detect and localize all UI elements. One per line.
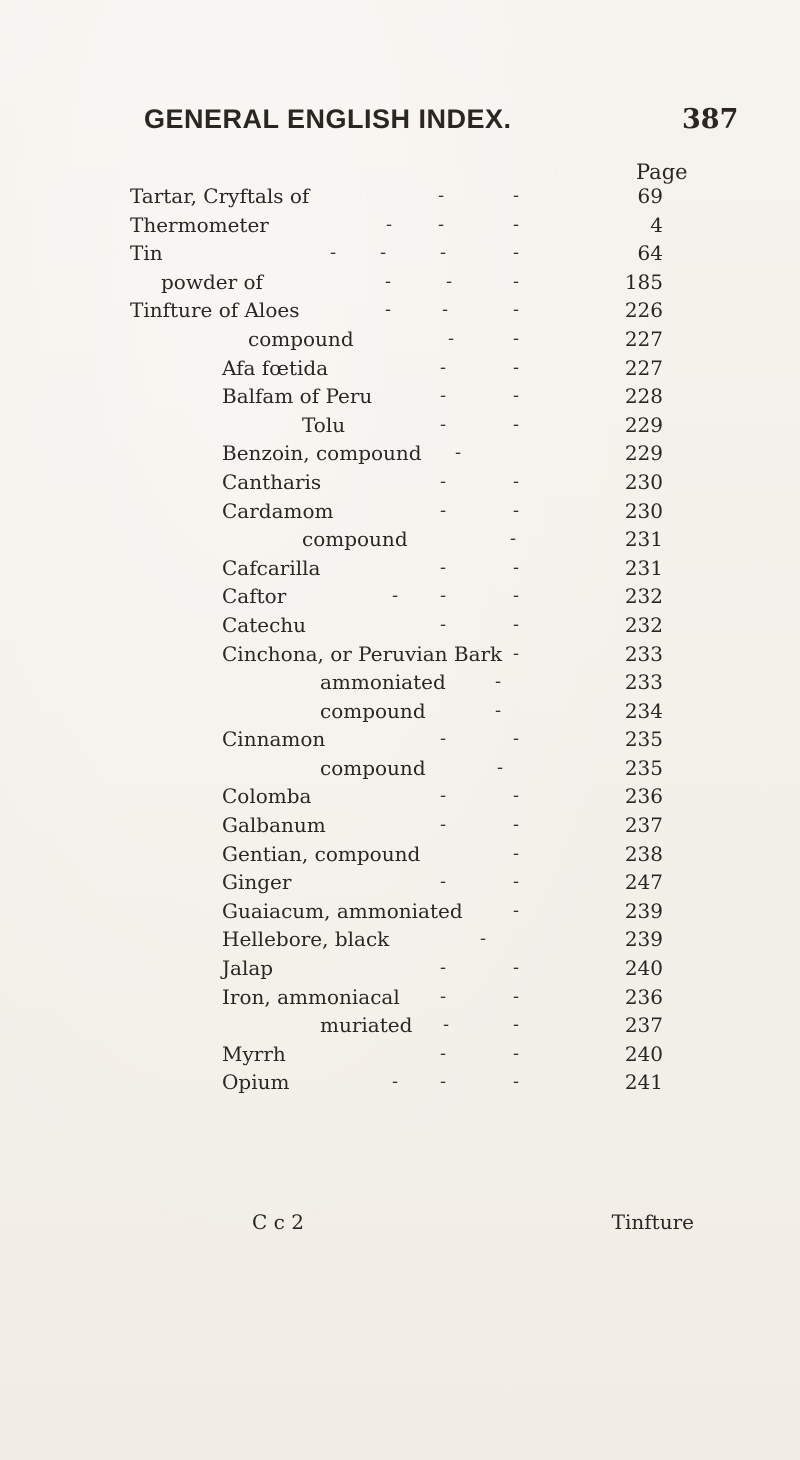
leader-dash: - xyxy=(440,985,447,1007)
entry-page-number: 240 xyxy=(624,956,663,981)
entry-label: Guaiacum, ammoniated xyxy=(222,898,463,923)
index-entry xyxy=(0,354,800,383)
entry-page-number: 227 xyxy=(624,355,663,380)
entry-label: Colomba xyxy=(222,784,312,809)
leader-dash: - xyxy=(385,299,392,321)
entry-page-number: 238 xyxy=(624,841,663,866)
index-entry xyxy=(0,497,800,526)
leader-dash: - xyxy=(440,242,447,264)
page-column-heading: Page xyxy=(636,160,688,184)
entry-page-number: 239 xyxy=(624,898,663,923)
catchword: Tinfture xyxy=(611,1210,694,1234)
running-header xyxy=(144,104,739,144)
leader-dash: - xyxy=(513,1014,520,1036)
leader-dash: - xyxy=(438,213,445,235)
leader-dash: - xyxy=(438,185,445,206)
entry-label: Cinnamon xyxy=(222,727,326,752)
leader-dash: - xyxy=(440,871,447,893)
index-entry xyxy=(0,954,800,983)
index-entry xyxy=(0,725,800,754)
index-entry xyxy=(0,211,800,240)
leader-dash: - xyxy=(513,957,520,979)
entry-label: Myrrh xyxy=(222,1041,286,1066)
entry-label: Balfam of Peru xyxy=(222,384,373,409)
page-number: 387 xyxy=(682,104,739,135)
leader-dash: - xyxy=(440,814,447,836)
index-entry xyxy=(0,1011,800,1040)
leader-dash: - xyxy=(513,814,520,836)
entry-label: Benzoin, compound xyxy=(222,441,422,466)
leader-dash: - xyxy=(385,270,392,292)
leader-dash: - xyxy=(513,1042,520,1064)
entry-label: compound xyxy=(302,527,408,552)
index-entry xyxy=(0,811,800,840)
entry-label: Hellebore, black xyxy=(222,927,390,952)
entry-page-number: 234 xyxy=(624,698,663,723)
leader-dash: - xyxy=(440,499,447,521)
leader-dash: - xyxy=(455,442,462,464)
leader-dash: - xyxy=(513,642,520,664)
entry-page-number: 241 xyxy=(624,1070,663,1095)
leader-dash: - xyxy=(513,1071,520,1093)
index-entry xyxy=(0,1068,800,1097)
leader-dash: - xyxy=(440,785,447,807)
index-entry xyxy=(0,868,800,897)
leader-dash: - xyxy=(513,585,520,607)
entry-label: Ginger xyxy=(222,870,292,895)
signature-mark: C c 2 xyxy=(252,1210,304,1234)
leader-dash: - xyxy=(513,270,520,292)
index-entry xyxy=(0,697,800,726)
entry-label: Afa fœtida xyxy=(222,355,329,380)
entry-page-number: 237 xyxy=(624,1013,663,1038)
leader-dash: - xyxy=(513,299,520,321)
entry-label: Tin xyxy=(130,241,163,266)
index-entry xyxy=(0,439,800,468)
leader-dash: - xyxy=(513,985,520,1007)
entry-label: Thermometer xyxy=(130,212,269,237)
leader-dash: - xyxy=(495,699,502,721)
entry-page-number: 229 xyxy=(624,412,663,437)
leader-dash: - xyxy=(442,299,449,321)
entry-page-number: 229 xyxy=(624,441,663,466)
entry-page-number: 4 xyxy=(650,212,663,237)
leader-dash: - xyxy=(446,270,453,292)
index-entry xyxy=(0,468,800,497)
leader-dash: - xyxy=(513,356,520,378)
leader-dash: - xyxy=(440,1071,447,1093)
entry-page-number: 237 xyxy=(624,813,663,838)
leader-dash: - xyxy=(513,185,520,206)
entry-page-number: 231 xyxy=(624,527,663,552)
leader-dash: - xyxy=(448,327,455,349)
entry-label: powder of xyxy=(161,269,263,294)
entry-page-number: 64 xyxy=(637,241,663,266)
leader-dash: - xyxy=(513,556,520,578)
leader-dash: - xyxy=(440,556,447,578)
index-entry xyxy=(0,325,800,354)
leader-dash: - xyxy=(440,470,447,492)
index-entries xyxy=(0,182,800,1097)
entry-label: Cantharis xyxy=(222,469,322,494)
entry-page-number: 69 xyxy=(637,184,663,208)
entry-label: Iron, ammoniacal xyxy=(222,984,400,1009)
leader-dash: - xyxy=(513,242,520,264)
entry-label: ammoniated xyxy=(320,670,446,695)
index-entry xyxy=(0,925,800,954)
leader-dash: - xyxy=(440,957,447,979)
index-entry xyxy=(0,897,800,926)
entry-page-number: 230 xyxy=(624,498,663,523)
index-entry xyxy=(0,182,800,211)
index-entry xyxy=(0,754,800,783)
entry-label: compound xyxy=(320,755,426,780)
leader-dash: - xyxy=(513,213,520,235)
leader-dash: - xyxy=(513,842,520,864)
index-entry xyxy=(0,582,800,611)
leader-dash: - xyxy=(495,671,502,693)
index-entry xyxy=(0,611,800,640)
entry-page-number: 240 xyxy=(624,1041,663,1066)
entry-page-number: 230 xyxy=(624,469,663,494)
entry-label: Jalap xyxy=(222,956,274,981)
entry-page-number: 247 xyxy=(624,870,663,895)
entry-page-number: 226 xyxy=(624,298,663,323)
index-entry xyxy=(0,268,800,297)
entry-label: Tartar, Cryftals of xyxy=(130,184,310,208)
entry-page-number: 236 xyxy=(624,984,663,1009)
leader-dash: - xyxy=(392,1071,399,1093)
leader-dash: - xyxy=(440,413,447,435)
entry-label: Cafcarilla xyxy=(222,555,321,580)
leader-dash: - xyxy=(440,1042,447,1064)
entry-page-number: 231 xyxy=(624,555,663,580)
leader-dash: - xyxy=(513,413,520,435)
index-entry xyxy=(0,782,800,811)
leader-dash: - xyxy=(380,242,387,264)
index-entry xyxy=(0,1040,800,1069)
entry-label: Cardamom xyxy=(222,498,334,523)
index-entry xyxy=(0,382,800,411)
leader-dash: - xyxy=(513,871,520,893)
entry-label: Galbanum xyxy=(222,813,326,838)
leader-dash: - xyxy=(480,928,487,950)
entry-label: Gentian, compound xyxy=(222,841,421,866)
entry-label: Cinchona, or Peruvian Bark xyxy=(222,641,503,666)
entry-page-number: 235 xyxy=(624,755,663,780)
index-entry xyxy=(0,296,800,325)
leader-dash: - xyxy=(440,356,447,378)
leader-dash: - xyxy=(513,499,520,521)
leader-dash: - xyxy=(440,613,447,635)
entry-page-number: 227 xyxy=(624,326,663,351)
index-entry xyxy=(0,239,800,268)
entry-page-number: 235 xyxy=(624,727,663,752)
leader-dash: - xyxy=(392,585,399,607)
leader-dash: - xyxy=(513,327,520,349)
leader-dash: - xyxy=(497,756,504,778)
index-entry xyxy=(0,411,800,440)
entry-page-number: 232 xyxy=(624,584,663,609)
entry-label: compound xyxy=(320,698,426,723)
entry-page-number: 228 xyxy=(624,384,663,409)
entry-page-number: 239 xyxy=(624,927,663,952)
index-entry xyxy=(0,554,800,583)
leader-dash: - xyxy=(510,528,517,550)
index-entry xyxy=(0,668,800,697)
leader-dash: - xyxy=(440,728,447,750)
entry-page-number: 236 xyxy=(624,784,663,809)
leader-dash: - xyxy=(443,1014,450,1036)
leader-dash: - xyxy=(440,585,447,607)
leader-dash: - xyxy=(440,385,447,407)
index-entry xyxy=(0,840,800,869)
entry-label: Caftor xyxy=(222,584,287,609)
index-title: GENERAL ENGLISH INDEX. xyxy=(144,104,512,134)
entry-label: Opium xyxy=(222,1070,290,1095)
entry-label: muriated xyxy=(320,1013,413,1038)
leader-dash: - xyxy=(386,213,393,235)
entry-label: Catechu xyxy=(222,612,307,637)
leader-dash: - xyxy=(513,785,520,807)
leader-dash: - xyxy=(513,613,520,635)
leader-dash: - xyxy=(330,242,337,264)
index-entry xyxy=(0,640,800,669)
entry-page-number: 233 xyxy=(624,670,663,695)
entry-label: Tolu xyxy=(302,412,346,437)
entry-page-number: 185 xyxy=(624,269,663,294)
leader-dash: - xyxy=(513,899,520,921)
entry-label: Tinfture of Aloes xyxy=(130,298,300,323)
index-entry xyxy=(0,983,800,1012)
leader-dash: - xyxy=(513,728,520,750)
entry-label: compound xyxy=(248,326,354,351)
index-entry xyxy=(0,525,800,554)
leader-dash: - xyxy=(513,470,520,492)
entry-page-number: 233 xyxy=(624,641,663,666)
entry-page-number: 232 xyxy=(624,612,663,637)
leader-dash: - xyxy=(513,385,520,407)
